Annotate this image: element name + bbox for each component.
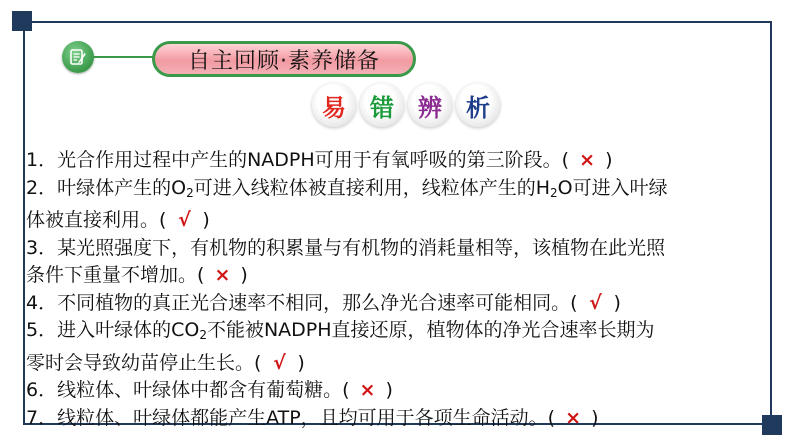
statement-number: 2． bbox=[26, 176, 58, 199]
subscript: 2 bbox=[186, 185, 194, 200]
title-char-2: 错 bbox=[360, 83, 404, 127]
notepad-pen-glyph bbox=[68, 47, 88, 67]
statement-6 bbox=[26, 377, 772, 405]
subscript: 2 bbox=[550, 185, 558, 200]
statement-text: 光合作用过程中产生的NADPH可用于有氧呼吸的第三阶段。( bbox=[57, 149, 570, 171]
statement-number: 5． bbox=[26, 319, 58, 341]
statement-close-paren: ) bbox=[297, 351, 305, 374]
statement-number: 3． bbox=[26, 236, 58, 259]
wrong-mark-icon: × bbox=[579, 149, 596, 171]
statement-text: 不同植物的真正光合速率不相同，那么净光合速率可能相同。( bbox=[57, 291, 578, 314]
wrong-mark-icon: × bbox=[359, 379, 376, 401]
wrong-mark-icon: × bbox=[214, 264, 231, 286]
statement-text: 某光照强度下，有机物的积累量与有机物的消耗量相等，该植物在此光照 bbox=[57, 236, 666, 259]
statement-3-continued bbox=[26, 262, 772, 290]
statement-text: 可进入线粒体被直接利用，线粒体产生的H bbox=[193, 176, 550, 199]
title-char-1: 易 bbox=[312, 83, 356, 127]
right-mark-icon: √ bbox=[273, 351, 286, 374]
statement-text: O可进入叶绿 bbox=[557, 176, 668, 199]
statement-text: 不能被NADPH直接还原，植物体的净光合速率长期为 bbox=[206, 319, 655, 341]
statement-number: 4． bbox=[26, 291, 58, 314]
statement-text: 体被直接利用。( bbox=[26, 209, 167, 231]
statement-7 bbox=[26, 405, 772, 433]
statement-text: 叶绿体产生的O bbox=[57, 176, 187, 199]
header-connector-line bbox=[93, 56, 153, 58]
statement-5 bbox=[26, 317, 772, 350]
statement-close-paren: ) bbox=[591, 406, 599, 429]
statement-number: 1． bbox=[26, 149, 58, 171]
statement-close-paren: ) bbox=[385, 379, 393, 401]
statement-4 bbox=[26, 290, 772, 318]
subscript: 2 bbox=[199, 328, 207, 342]
statement-text: 条件下重量不增加。( bbox=[26, 264, 205, 286]
statement-number: 7． bbox=[26, 406, 58, 429]
title-char-3: 辨 bbox=[408, 83, 452, 127]
statement-close-paren: ) bbox=[613, 291, 621, 314]
wrong-mark-icon: × bbox=[565, 406, 582, 429]
statement-close-paren: ) bbox=[240, 264, 248, 286]
right-mark-icon: √ bbox=[178, 209, 191, 231]
statement-3 bbox=[26, 235, 772, 263]
statement-close-paren: ) bbox=[202, 209, 210, 231]
statement-text: 进入叶绿体的CO bbox=[57, 319, 200, 341]
statement-2-continued bbox=[26, 207, 772, 235]
section-header-label: 自主回顾·素养储备 bbox=[188, 48, 380, 74]
statement-close-paren: ) bbox=[605, 149, 613, 171]
right-mark-icon: √ bbox=[589, 291, 602, 314]
section-header-pill bbox=[152, 41, 416, 77]
statement-text: 线粒体、叶绿体都能产生ATP，且均可用于各项生命活动。( bbox=[57, 406, 556, 429]
statement-1 bbox=[26, 147, 772, 175]
statement-list bbox=[26, 147, 772, 432]
statement-2 bbox=[26, 175, 772, 208]
statement-text: 零时会导致幼苗停止生长。( bbox=[26, 351, 262, 374]
title-char-4: 析 bbox=[456, 83, 500, 127]
notepad-pen-icon bbox=[62, 41, 94, 73]
statement-5-continued bbox=[26, 350, 772, 378]
statement-text: 线粒体、叶绿体中都含有葡萄糖。( bbox=[57, 379, 350, 401]
statement-number: 6． bbox=[26, 379, 58, 401]
title-row bbox=[312, 83, 500, 127]
